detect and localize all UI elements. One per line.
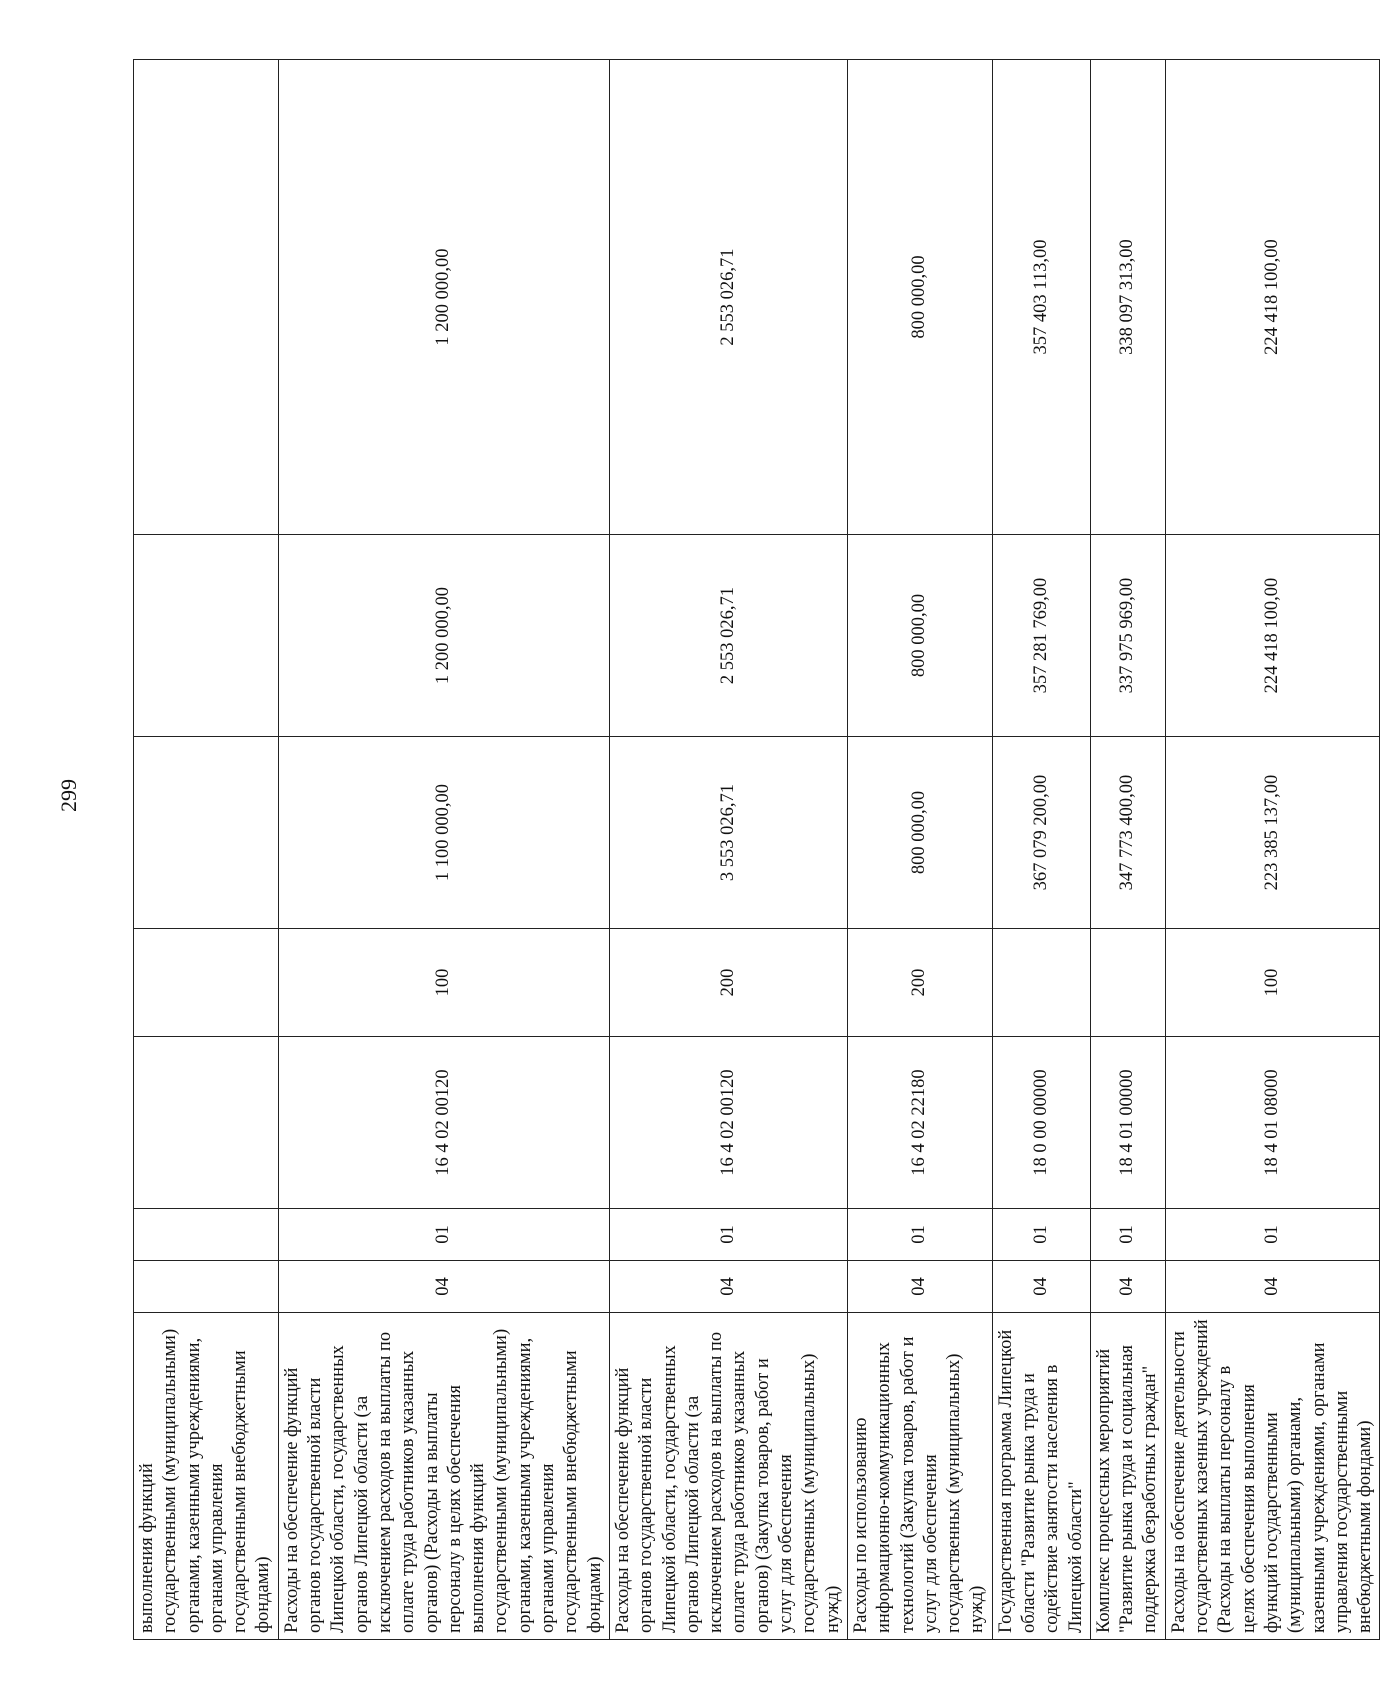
table-row	[134, 60, 279, 1640]
page-number: 299	[56, 779, 81, 812]
row-description: Расходы на обеспечение функций органов государственной власти Липецкой области, государственных органов Липецкой области (за исключением расходов на выплаты по оплате труда работников указанных органов) (Расходы на выплаты персоналу в целях обеспечения выполнения функций государственными (муниципальными) органами, казенными учреждениями, органами управления государственными внебюджетными фондами)	[278, 1313, 609, 1640]
target-article-cell: 16 4 02 00120	[609, 1037, 847, 1209]
amount-year3-cell: 1 200 000,00	[278, 60, 609, 535]
target-article-cell: 18 4 01 08000	[1165, 1037, 1380, 1209]
table-row	[1165, 60, 1380, 1640]
chapter-code-cell: 04	[992, 1261, 1090, 1313]
amount-year2-cell: 1 200 000,00	[278, 535, 609, 737]
amount-year2-cell: 337 975 969,00	[1090, 535, 1165, 737]
row-description: Расходы по использованию информационно-коммуникационных технологий (Закупка товаров, работ и услуг для обеспечения государственных (муниципальных) нужд)	[847, 1313, 992, 1640]
target-article-cell: 16 4 02 22180	[847, 1037, 992, 1209]
chapter-code-cell	[134, 1261, 279, 1313]
amount-year2-cell: 2 553 026,71	[609, 535, 847, 737]
subsection-code-cell: 01	[847, 1209, 992, 1261]
amount-year3-cell: 800 000,00	[847, 60, 992, 535]
chapter-code-cell: 04	[278, 1261, 609, 1313]
expense-type-cell: 100	[278, 929, 609, 1037]
chapter-code-cell: 04	[1090, 1261, 1165, 1313]
table-row	[1090, 60, 1165, 1640]
amount-year1-cell: 367 079 200,00	[992, 737, 1090, 929]
subsection-code-cell: 01	[278, 1209, 609, 1261]
subsection-code-cell: 01	[992, 1209, 1090, 1261]
amount-year1-cell: 800 000,00	[847, 737, 992, 929]
row-description: выполнения функций государственными (муниципальными) органами, казенными учреждениями, органами управления государственными внебюджетными фондами)	[134, 1313, 279, 1640]
amount-year2-cell	[134, 535, 279, 737]
chapter-code-cell: 04	[1165, 1261, 1380, 1313]
amount-year3-cell: 338 097 313,00	[1090, 60, 1165, 535]
row-description: Комплекс процессных мероприятий "Развитие рынка труда и социальная поддержка безработных граждан"	[1090, 1313, 1165, 1640]
amount-year1-cell: 3 553 026,71	[609, 737, 847, 929]
amount-year3-cell: 357 403 113,00	[992, 60, 1090, 535]
expense-type-cell	[1090, 929, 1165, 1037]
amount-year2-cell: 800 000,00	[847, 535, 992, 737]
amount-year3-cell	[134, 60, 279, 535]
target-article-cell: 18 4 01 00000	[1090, 1037, 1165, 1209]
target-article-cell	[134, 1037, 279, 1209]
rotated-table-wrapper	[133, 60, 1376, 1640]
amount-year1-cell: 223 385 137,00	[1165, 737, 1380, 929]
amount-year1-cell	[134, 737, 279, 929]
target-article-cell: 18 0 00 00000	[992, 1037, 1090, 1209]
row-description: Государственная программа Липецкой области "Развитие рынка труда и содействие занятости населения в Липецкой области"	[992, 1313, 1090, 1640]
row-description: Расходы на обеспечение деятельности государственных казенных учреждений (Расходы на выплаты персоналу в целях обеспечения выполнения функций государственными (муниципальными) органами, казенными учреждениями, органами управления государственными внебюджетными фондами)	[1165, 1313, 1380, 1640]
expense-type-cell	[992, 929, 1090, 1037]
expense-type-cell: 200	[609, 929, 847, 1037]
amount-year2-cell: 224 418 100,00	[1165, 535, 1380, 737]
table-body	[134, 60, 1380, 1640]
subsection-code-cell	[134, 1209, 279, 1261]
subsection-code-cell: 01	[609, 1209, 847, 1261]
table-row	[278, 60, 609, 1640]
subsection-code-cell: 01	[1090, 1209, 1165, 1261]
expense-type-cell: 100	[1165, 929, 1380, 1037]
table-row	[992, 60, 1090, 1640]
expense-type-cell: 200	[847, 929, 992, 1037]
subsection-code-cell: 01	[1165, 1209, 1380, 1261]
table-row	[847, 60, 992, 1640]
budget-table	[133, 59, 1380, 1640]
amount-year1-cell: 347 773 400,00	[1090, 737, 1165, 929]
expense-type-cell	[134, 929, 279, 1037]
chapter-code-cell: 04	[847, 1261, 992, 1313]
amount-year2-cell: 357 281 769,00	[992, 535, 1090, 737]
amount-year3-cell: 224 418 100,00	[1165, 60, 1380, 535]
amount-year1-cell: 1 100 000,00	[278, 737, 609, 929]
row-description: Расходы на обеспечение функций органов государственной власти Липецкой области, государственных органов Липецкой области (за исключением расходов на выплаты по оплате труда работников указанных органов) (Закупка товаров, работ и услуг для обеспечения государственных (муниципальных) нужд)	[609, 1313, 847, 1640]
table-row	[609, 60, 847, 1640]
target-article-cell: 16 4 02 00120	[278, 1037, 609, 1209]
amount-year3-cell: 2 553 026,71	[609, 60, 847, 535]
chapter-code-cell: 04	[609, 1261, 847, 1313]
